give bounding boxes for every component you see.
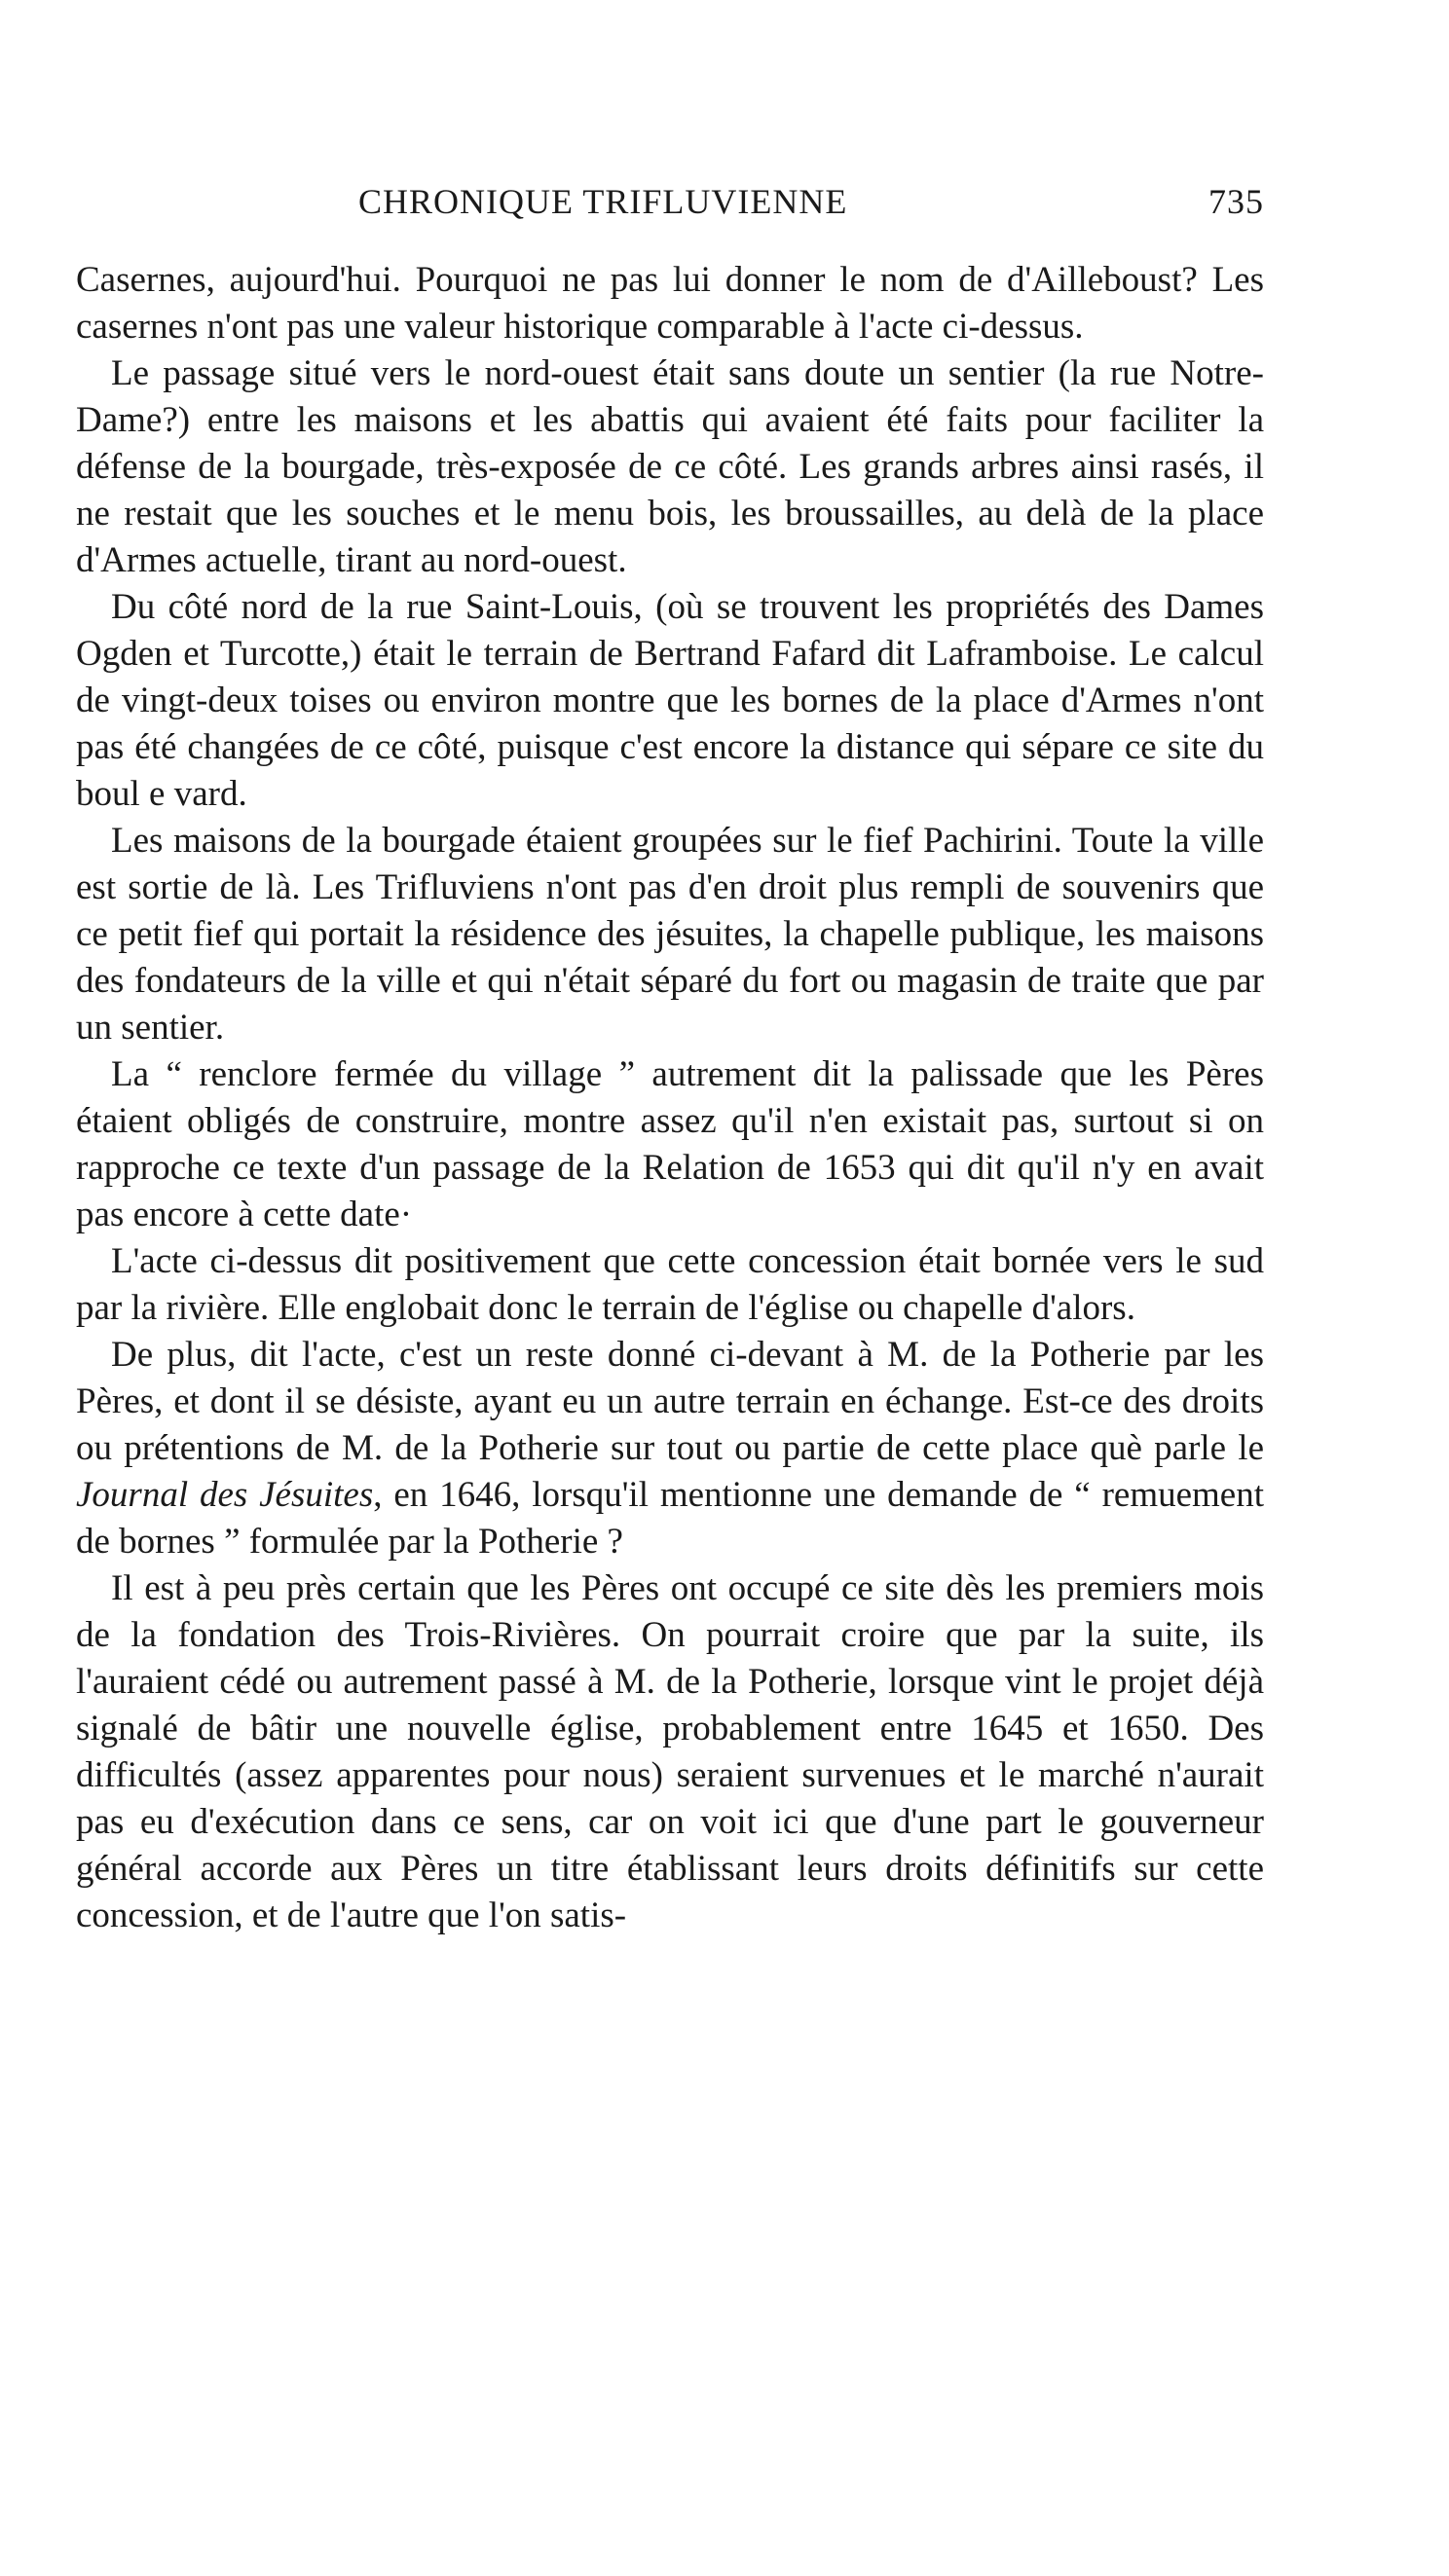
paragraph: Casernes, aujourd'hui. Pourquoi ne pas lui donner le nom de d'Ailleboust? Les casernes n'ont pas une valeur historique comparable à l'acte ci-dessus. [76,260,1264,347]
paragraph: La “ renclore fermée du village ” autrement dit la palissade que les Pères étaient obligés de construire, montre assez qu'il n'en existait pas, surtout si on rapproche ce texte d'un passage de la Relation de 1653 qui dit qu'il n'y en avait pas encore à cette date· [76,1054,1264,1234]
book-page [76,181,1264,1939]
paragraph: Le passage situé vers le nord-ouest était sans doute un sentier (la rue Notre-Dame?) entre les maisons et les abattis qui avaient été faits pour faciliter la défense de la bourgade, très-exposée de ce côté. Les grands arbres ainsi rasés, il ne restait que les souches et le menu bois, les broussailles, au delà de la place d'Armes actuelle, tirant au nord-ouest. [76,353,1264,580]
page-number: 735 [1208,182,1264,221]
running-head [76,181,1264,239]
paragraph-text: , en 1646, lorsqu'il mentionne une demande de “ remuement de bornes ” formulée par la Potherie ? [76,1475,1265,1562]
paragraph: L'acte ci-dessus dit positivement que cette concession était bornée vers le sud par la rivière. Elle englobait donc le terrain de l'église ou chapelle d'alors. [76,1241,1264,1328]
paragraph [76,1332,1264,1565]
paragraph: Les maisons de la bourgade étaient groupées sur le fief Pachirini. Toute la ville est sortie de là. Les Trifluviens n'ont pas d'en droit plus rempli de souvenirs que ce petit fief qui portait la résidence des jésuites, la chapelle publique, les maisons des fondateurs de la ville et qui n'était séparé du fort ou magasin de traite que par un sentier. [76,821,1264,1048]
italic-title: Journal des Jésuites [76,1475,374,1515]
body-text [76,257,1264,1939]
paragraph: Il est à peu près certain que les Pères ont occupé ce site dès les premiers mois de la fondation des Trois-Rivières. On pourrait croire que par la suite, ils l'auraient cédé ou autrement passé à M. de la Potherie, lorsque vint le projet déjà signalé de bâtir une nouvelle église, probablement entre 1645 et 1650. Des difficultés (assez apparentes pour nous) seraient survenues et le marché n'aurait pas eu d'exécution dans ce sens, car on voit ici que d'une part le gouverneur général accorde aux Pères un titre établissant leurs droits définitifs sur cette concession, et de l'autre que l'on satis- [76,1568,1264,1935]
paragraph: Du côté nord de la rue Saint-Louis, (où se trouvent les propriétés des Dames Ogden et Turcotte,) était le terrain de Bertrand Fafard dit Laframboise. Le calcul de vingt-deux toises ou environ montre que les bornes de la place d'Armes n'ont pas été changées de ce côté, puisque c'est encore la distance qui sépare ce site du boul e vard. [76,587,1264,814]
running-title: CHRONIQUE TRIFLUVIENNE [358,182,848,221]
paragraph-text: De plus, dit l'acte, c'est un reste donné ci-devant à M. de la Potherie par les Pères, et dont il se désiste, ayant eu un autre terrain en échange. Est-ce des droits ou prétentions de M. de la Potherie sur tout ou partie de cette place què parle le [76,1335,1264,1468]
